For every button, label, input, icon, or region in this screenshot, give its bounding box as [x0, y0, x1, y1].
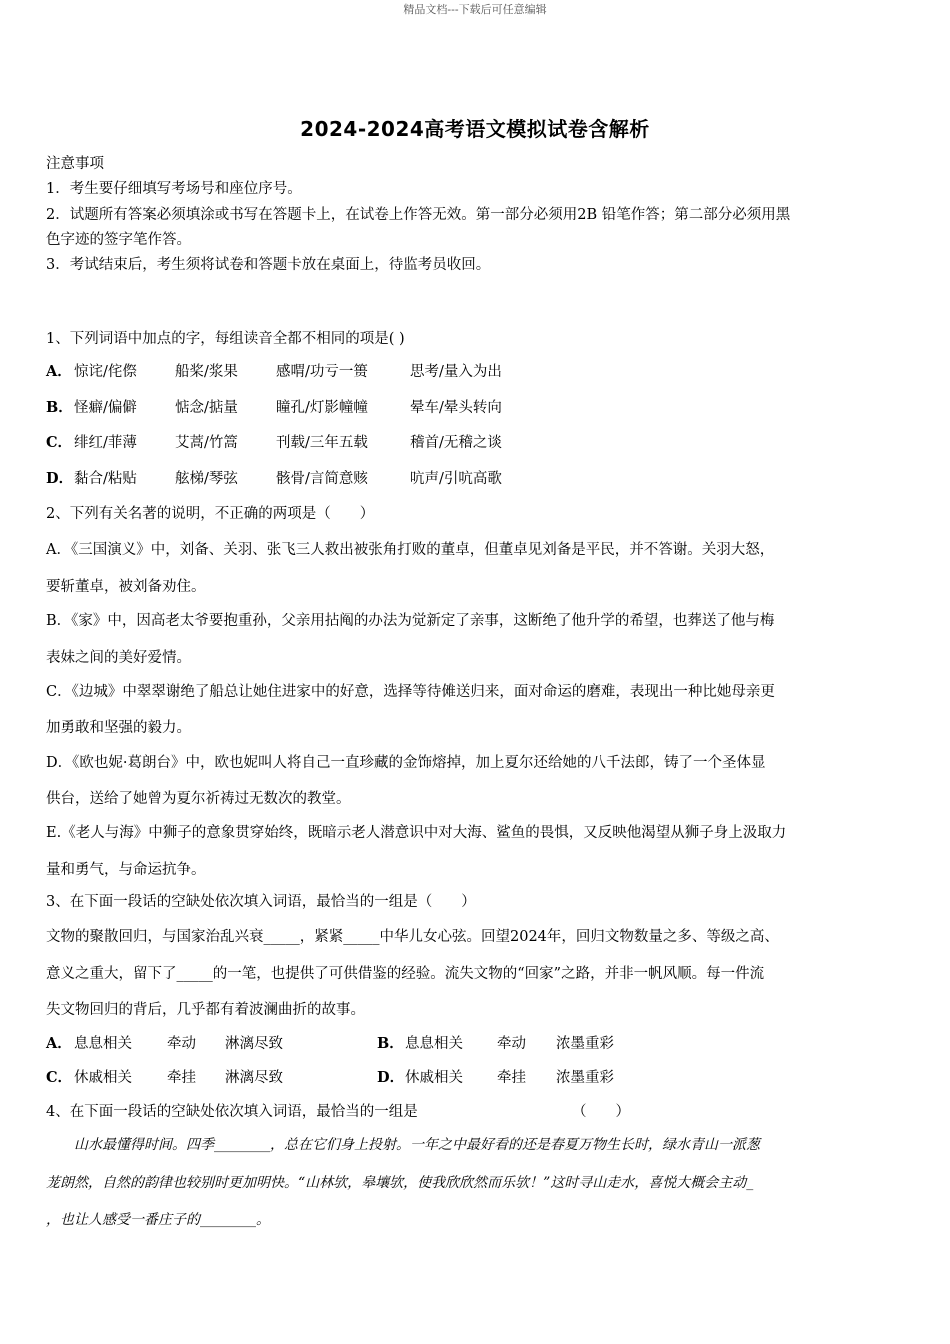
q4-line: 山水最懂得时间。四季________，总在它们身上投射。一年之中最好看的还是春夏万物生长时，绿水青山一派葱 [46, 1137, 760, 1153]
option-word: 黏合/粘贴 [74, 471, 137, 487]
option-word: 舷梯/琴弦 [175, 471, 238, 487]
option-word: 淋漓尽致 [225, 1036, 283, 1052]
q4-line: ，也让人感受一番庄子的________。 [46, 1212, 270, 1228]
option-word: 思考/量入为出 [410, 364, 502, 380]
q3-line: 失文物回归的背后，几乎都有着波澜曲折的故事。 [46, 1002, 365, 1018]
option-label: B． [46, 399, 73, 416]
option-word: 牵挂 [497, 1070, 526, 1086]
q2-line: 表妹之间的美好爱情。 [46, 650, 191, 666]
option-label: C． [46, 434, 73, 451]
q2-line: 供台，送给了她曾为夏尔祈祷过无数次的教堂。 [46, 791, 351, 807]
option-word: 淋漓尽致 [225, 1070, 283, 1086]
option-word: 稽首/无稽之谈 [410, 435, 502, 451]
option-word: 牵动 [497, 1036, 526, 1052]
q2-line: 要斩董卓，被刘备劝住。 [46, 579, 206, 595]
q2-line: A．《三国演义》中，刘备、关羽、张飞三人救出被张角打败的董卓，但董卓见刘备是平民，并不答谢。关羽大怒， [46, 542, 775, 558]
question-4-paren: （ ） [572, 1104, 630, 1120]
option-label: B． [377, 1035, 404, 1052]
option-word: 感喟/功亏一篑 [276, 364, 368, 380]
q2-line: B．《家》中，因高老太爷要抱重孙，父亲用拈阄的办法为觉新定了亲事，这断绝了他升学的希望，也葬送了他与梅 [46, 613, 775, 629]
question-2-stem: 2、下列有关名著的说明，不正确的两项是（ ） [46, 506, 375, 522]
note-line: 1．考生要仔细填写考场号和座位序号。 [46, 181, 302, 197]
question-3-stem: 3、在下面一段话的空缺处依次填入词语，最恰当的一组是（ ） [46, 894, 476, 910]
option-word: 息息相关 [405, 1036, 463, 1052]
option-word: 骸骨/言简意赅 [276, 471, 368, 487]
option-word: 牵动 [167, 1036, 196, 1052]
q4-line: 茏朗然，自然的韵律也较别时更加明快。“山林欤，皋壤欤，使我欣欣然而乐欤！”这时寻山走水，喜悦大概会主动_ [46, 1175, 754, 1191]
option-word: 惦念/掂量 [175, 400, 238, 416]
q2-line: 加勇敢和坚强的毅力。 [46, 720, 191, 736]
option-label: D． [377, 1069, 405, 1086]
q2-line: 量和勇气，与命运抗争。 [46, 862, 206, 878]
option-word: 怪癖/偏僻 [74, 400, 137, 416]
notes-heading: 注意事项 [46, 156, 104, 172]
option-word: 晕车/晕头转向 [410, 400, 502, 416]
option-word: 吭声/引吭高歌 [410, 471, 502, 487]
option-word: 牵挂 [167, 1070, 196, 1086]
note-line: 2．试题所有答案必须填涂或书写在答题卡上，在试卷上作答无效。第一部分必须用2B 铅笔作答；第二部分必须用黑 [46, 207, 791, 223]
q3-line: 文物的聚散回归，与国家治乱兴衰_____，紧紧_____中华儿女心弦。回望2024年，回归文物数量之多、等级之高、 [46, 929, 779, 945]
option-word: 惊诧/侘傺 [74, 364, 137, 380]
page-title: 2024-2024高考语文模拟试卷含解析 [300, 117, 650, 141]
q2-line: C．《边城》中翠翠谢绝了船总让她住进家中的好意，选择等待傩送归来，面对命运的磨难，表现出一种比她母亲更 [46, 684, 775, 700]
option-word: 艾蒿/竹篙 [175, 435, 238, 451]
q2-line: E.《老人与海》中狮子的意象贯穿始终，既暗示老人潜意识中对大海、鲨鱼的畏惧，又反映他渴望从狮子身上汲取力 [46, 825, 787, 841]
option-word: 息息相关 [74, 1036, 132, 1052]
note-line: 色字迹的签字笔作答。 [46, 232, 191, 248]
option-word: 休戚相关 [74, 1070, 132, 1086]
option-label: D． [46, 470, 74, 487]
option-word: 刊载/三年五载 [276, 435, 368, 451]
option-word: 浓墨重彩 [556, 1036, 614, 1052]
question-1-stem: 1、下列词语中加点的字，每组读音全都不相同的项是( ) [46, 331, 405, 347]
option-label: C． [46, 1069, 73, 1086]
note-line: 3．考试结束后，考生须将试卷和答题卡放在桌面上，待监考员收回。 [46, 257, 491, 273]
option-label: A． [46, 363, 72, 380]
option-word: 浓墨重彩 [556, 1070, 614, 1086]
option-word: 船桨/浆果 [175, 364, 238, 380]
q2-line: D．《欧也妮·葛朗台》中，欧也妮叫人将自己一直珍藏的金饰熔掉，加上夏尔还给她的八千法郎，铸了一个圣体显 [46, 755, 766, 771]
option-word: 绯红/菲薄 [74, 435, 137, 451]
option-word: 休戚相关 [405, 1070, 463, 1086]
question-4-stem: 4、在下面一段话的空缺处依次填入词语，最恰当的一组是 [46, 1104, 418, 1120]
q3-line: 意义之重大，留下了_____的一笔，也提供了可供借鉴的经验。流失文物的“回家”之路，并非一帆风顺。每一件流 [46, 966, 765, 982]
option-word: 瞳孔/灯影幢幢 [276, 400, 368, 416]
option-label: A． [46, 1035, 72, 1052]
page-header: 精品文档---下载后可任意编辑 [403, 3, 547, 16]
